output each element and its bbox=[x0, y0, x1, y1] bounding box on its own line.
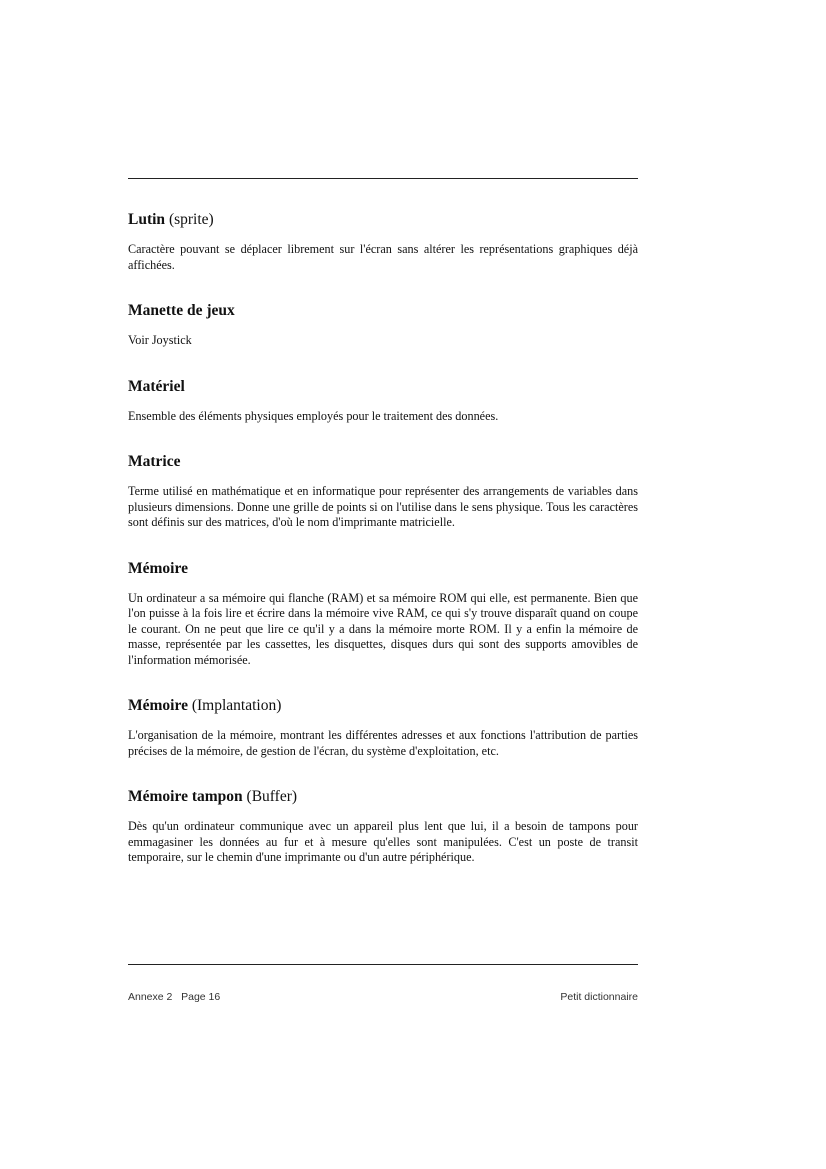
term-name: Mémoire tampon bbox=[128, 788, 243, 805]
term-paren: (sprite) bbox=[168, 211, 214, 228]
term-name: Matériel bbox=[128, 377, 185, 395]
footer-page-number: Annexe 2 Page 16 bbox=[128, 991, 221, 1003]
entry-materiel bbox=[128, 377, 638, 425]
entry-definition: Caractère pouvant se déplacer librement sur l'écran sans altérer les représentations graphiques déjà affichées. bbox=[128, 242, 638, 272]
entry-memoire bbox=[128, 559, 638, 669]
entry-definition: Ensemble des éléments physiques employés pour le traitement des données. bbox=[128, 408, 499, 423]
entry-term bbox=[128, 696, 638, 716]
entry-definition: Un ordinateur a sa mémoire qui flanche (RAM) et sa mémoire ROM qui elle, est permanente. Bien que l'on puisse à la fois lire et écrire dans la mémoire vive RAM, ce qui s'y trouve disparaît quand on coupe le courant. On ne peut que lire ce qu'il y a dans la mémoire morte ROM. Il y a enfin la mémoire de masse, représentée par les cassettes, les disquettes, disques durs qui sont des supports amovibles de l'information mémorisée. bbox=[128, 590, 638, 667]
term-name: Lutin bbox=[128, 211, 166, 228]
term-paren: (Implantation) bbox=[191, 697, 282, 714]
entry-term bbox=[128, 787, 638, 807]
entry-memoire-implantation bbox=[128, 696, 638, 759]
entry-term bbox=[128, 377, 638, 397]
entry-memoire-tampon bbox=[128, 787, 638, 866]
footer-section-title: Petit dictionnaire bbox=[560, 991, 638, 1003]
term-name: Mémoire bbox=[128, 697, 188, 714]
bottom-rule bbox=[128, 964, 638, 965]
term-name: Matrice bbox=[128, 453, 181, 470]
top-rule bbox=[128, 178, 638, 179]
entry-definition: L'organisation de la mémoire, montrant les différentes adresses et aux fonctions l'attribution de parties précises de la mémoire, de gestion de l'écran, du système d'exploitation, etc. bbox=[128, 728, 638, 758]
entry-definition: Terme utilisé en mathématique et en informatique pour représenter des arrangements de variables dans plusieurs dimensions. Donne une grille de points si on l'utilise dans le sens physique. Tous les caractères sont définis sur des matrices, d'où le nom d'imprimante matricielle. bbox=[128, 484, 638, 529]
term-paren: (Buffer) bbox=[246, 788, 298, 805]
entry-matrice bbox=[128, 452, 638, 531]
entry-definition: Dès qu'un ordinateur communique avec un appareil plus lent que lui, il a besoin de tampons pour emmagasiner les données au fur et à mesure qu'elles sont manipulées. C'est un poste de transit temporaire, sur le chemin d'une imprimante ou d'un autre périphérique. bbox=[128, 819, 638, 864]
entry-term bbox=[128, 559, 638, 579]
entry-lutin bbox=[128, 210, 638, 273]
entry-term bbox=[128, 301, 638, 321]
entry-term bbox=[128, 452, 638, 472]
entry-manette-de-jeux bbox=[128, 301, 638, 349]
entry-definition: Voir Joystick bbox=[128, 333, 192, 347]
term-name: Mémoire bbox=[128, 559, 188, 577]
dictionary-content bbox=[128, 210, 638, 894]
entry-term bbox=[128, 210, 638, 230]
term-name: Manette de jeux bbox=[128, 302, 235, 319]
